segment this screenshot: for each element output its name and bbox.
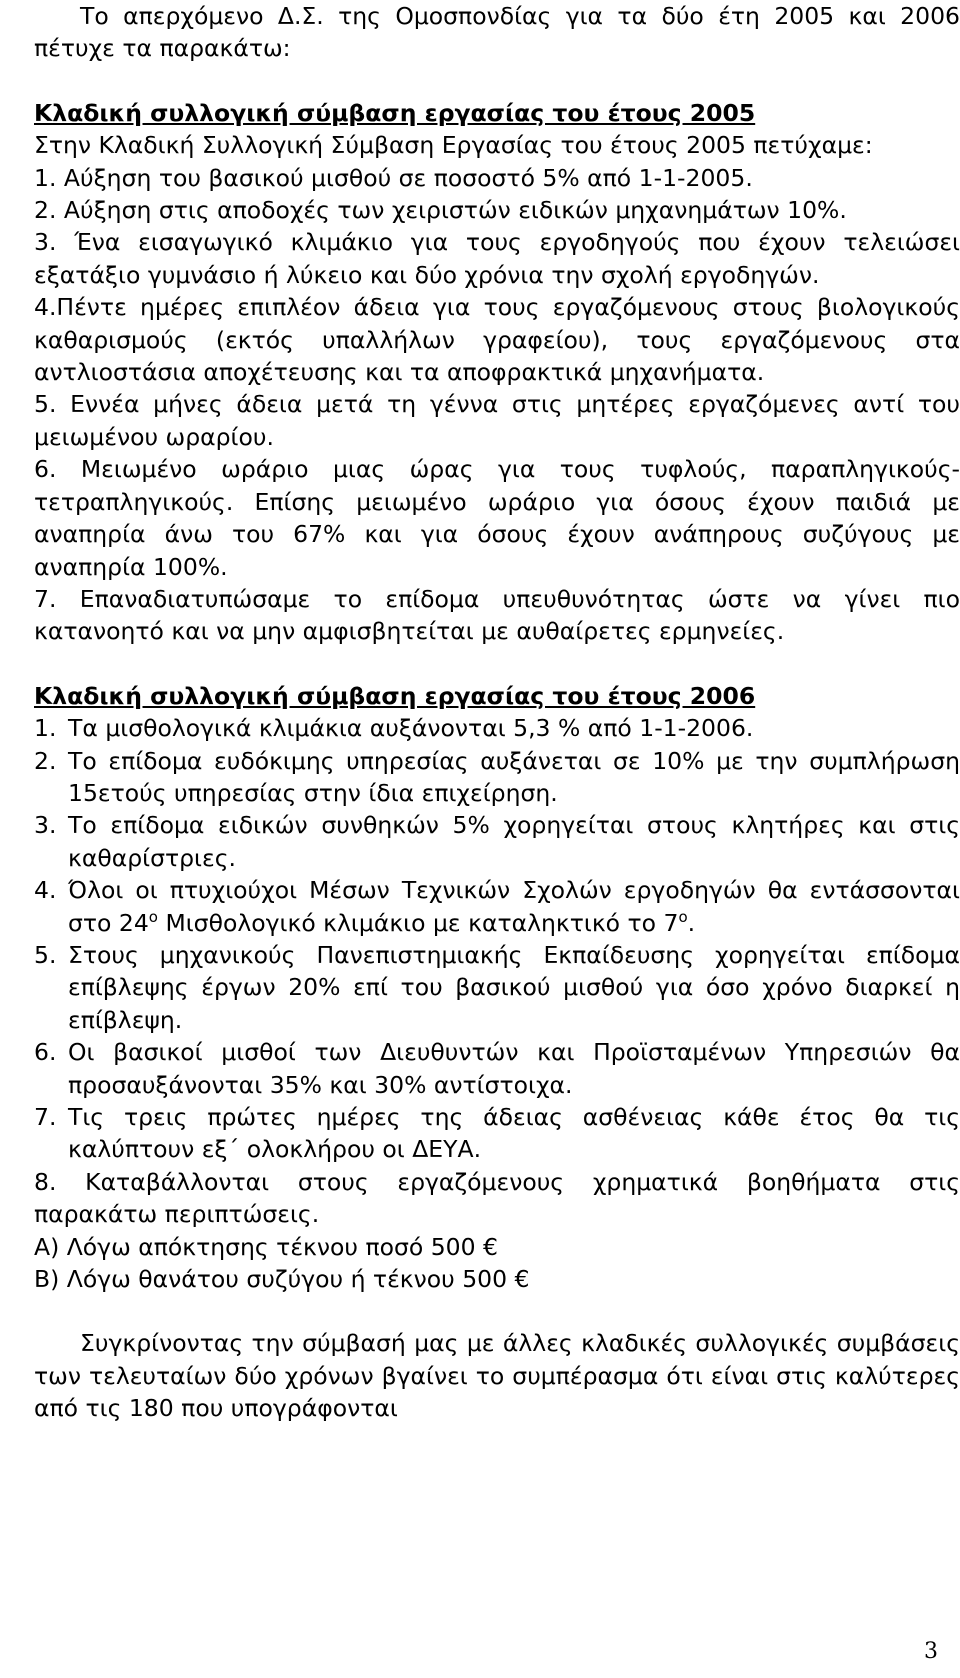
item-text: Το επίδομα ειδικών συνθηκών 5% χορηγείται στους κλητήρες και στις καθαρίστριες. [68,811,960,872]
item-2006-7 [34,1101,960,1166]
item-2006-5 [34,939,960,1036]
conclusion-paragraph: Συγκρίνοντας την σύμβασή μας με άλλες κλαδικές συλλογικές συμβάσεις των τελευταίων δύο χρόνων βγαίνει το συμπέρασμα ότι είναι στις καλύτερες από τις 180 που υπογράφονται [34,1329,960,1423]
page-number: 3 [924,1639,938,1664]
item-number: 3. [34,811,57,840]
item-text: Όλοι οι πτυχιούχοι Μέσων Τεχνικών Σχολών εργοδηγών θα εντάσσονται στο $24^o$ Μισθολογικό κλιμάκιο με καταληκτικό το $7^o$. [68,876,960,937]
heading-2005: Κλαδική συλλογική σύμβαση εργασίας του έτους 2005 [34,98,756,127]
lead-2005: Στην Κλαδική Συλλογική Σύμβαση Εργασίας του έτους 2005 πετύχαμε: [34,131,873,160]
superscript: ο [148,907,158,926]
item-number: 2. [34,746,57,775]
item-2005-2: 2. Αύξηση στις αποδοχές των χειριστών ειδικών μηχανημάτων 10%. [34,196,847,225]
item-number: 6. [34,1038,57,1067]
item-text: Οι βασικοί μισθοί των Διευθυντών και Προϊσταμένων Υπηρεσιών θα προσαυξάνονται 35% και 30% αντίστοιχα. [68,1038,960,1099]
item-2006-8: 8. Καταβάλλονται στους εργαζόμενους χρηματικά βοηθήματα στις παρακάτω περιπτώσεις. [34,1167,960,1229]
superscript: ο [678,907,688,926]
item-2005-4: 4.Πέντε ημέρες επιπλέον άδεια για τους εργαζόμενους στους βιολογικούς καθαρισμούς (εκτός υπαλλήλων γραφείου), τους εργαζόμενους στα αντλιοστάσια αποχέτευσης και τα αποφρακτικά μηχανήματα. [34,293,960,387]
item-number: 1. [34,714,57,743]
item-text: Στους μηχανικούς Πανεπιστημιακής Εκπαίδευσης χορηγείται επίδομα επίβλεψης έργων 20% επί του βασικού μισθού για όσο χρόνο διαρκεί η επίβλεψη. [68,940,960,1034]
item-2006-1 [34,712,960,744]
item-2006-6 [34,1036,960,1101]
item-2006-3 [34,809,960,874]
document-body [34,0,960,1425]
item-2005-5: 5. Εννέα μήνες άδεια μετά τη γέννα στις μητέρες εργαζόμενες αντί του μειωμένου ωραρίου. [34,390,960,451]
item-number: 5. [34,940,57,969]
item-number: 7. [34,1103,57,1131]
heading-2006: Κλαδική συλλογική σύμβαση εργασίας του έτους 2006 [34,681,756,710]
item-2005-3: 3. Ένα εισαγωγικό κλιμάκιο για τους εργοδηγούς που έχουν τελειώσει εξατάξιο γυμνάσιο ή λύκειο και δύο χρόνια την σχολή εργοδηγών. [34,228,960,289]
item-2006-8b: Β) Λόγω θανάτου συζύγου ή τέκνου 500 € [34,1265,530,1294]
item-2006-4 [34,874,960,939]
item-text: Τα μισθολογικά κλιμάκια αυξάνονται 5,3 % από 1-1-2006. [68,714,754,743]
item-number: 4. [34,876,57,905]
item-2005-7: 7. Επαναδιατυπώσαμε το επίδομα υπευθυνότητας ώστε να γίνει πιο κατανοητό και να μην αμφισβητείται με αυθαίρετες ερμηνείες. [34,584,960,646]
item-text: Το επίδομα ευδόκιμης υπηρεσίας αυξάνεται σε 10% με την συμπλήρωση 15ετούς υπηρεσίας στην ίδια επιχείρηση. [68,746,960,807]
item-2005-6: 6. Μειωμένο ωράριο μιας ώρας για τους τυφλούς, παραπληγικούς-τετραπληγικούς. Επίσης μειωμένο ωράριο για όσους έχουν παιδιά με αναπηρία άνω του 67% και για όσους έχουν ανάπηρους συζύγους με αναπηρία 100%. [34,455,960,581]
intro-paragraph: Το απερχόμενο Δ.Σ. της Ομοσπονδίας για τα δύο έτη 2005 και 2006 πέτυχε τα παρακάτω: [34,2,960,63]
item-2006-2 [34,745,960,810]
item-2005-1: 1. Αύξηση του βασικού μισθού σε ποσοστό 5% από 1-1-2005. [34,163,753,192]
item-2006-8a: Α) Λόγω απόκτησης τέκνου ποσό 500 € [34,1232,498,1261]
item-text: Τις τρεις πρώτες ημέρες της άδειας ασθένειας κάθε έτος θα τις καλύπτουν εξ΄ ολοκλήρου οι ΔΕΥΑ. [68,1103,960,1164]
